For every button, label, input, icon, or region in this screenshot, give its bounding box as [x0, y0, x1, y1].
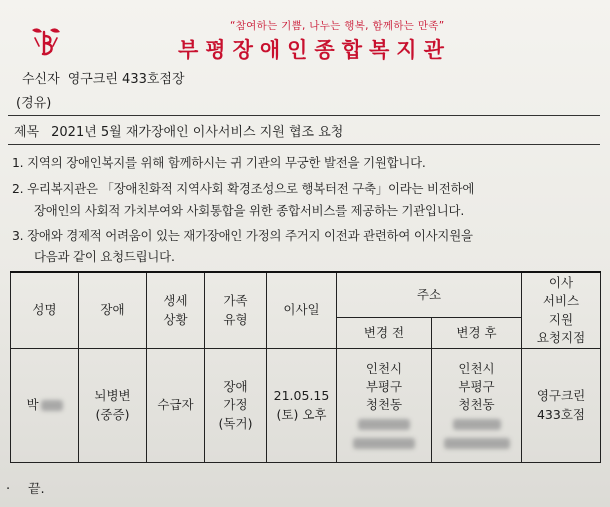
recipient-label: 수신자 — [22, 72, 60, 87]
redacted-mark — [353, 438, 415, 449]
cell-service-branch: 영구크린 433호점 — [522, 349, 601, 463]
divider — [8, 144, 600, 145]
subject-text: 2021년 5월 재가장애인 이사서비스 지원 협조 요청 — [51, 125, 344, 140]
subject-line — [14, 121, 343, 140]
header-disability: 장애 — [79, 272, 147, 349]
cell-move-date: 21.05.15 (토) 오후 — [267, 349, 337, 463]
request-table — [10, 271, 601, 463]
paragraph-3-line-2: 다음과 같이 요청드립니다. — [34, 249, 175, 264]
header-name: 성명 — [11, 272, 79, 349]
cell-address-after — [432, 349, 522, 463]
paragraph-1: 1. 지역의 장애인복지를 위해 함께하시는 귀 기관의 무궁한 발전을 기원합니다. — [12, 155, 426, 170]
org-slogan: “참여하는 기쁨, 나누는 행복, 함께하는 만족” — [230, 20, 445, 32]
address-before-text: 인천시 부평구 청천동 — [365, 361, 403, 413]
paragraph-2-line-1: 2. 우리복지관은 「장애친화적 지역사회 확경조성으로 행복터전 구축」이라는 비전하에 — [12, 181, 475, 196]
redacted-mark — [453, 419, 501, 430]
name-text: 박 — [26, 397, 39, 413]
org-logo-icon — [26, 24, 66, 60]
cell-name — [11, 349, 79, 463]
end-mark: 끝. — [28, 482, 45, 497]
cell-family-type: 장애 가정 (독거) — [205, 349, 267, 463]
header-tax-status: 생세 상황 — [147, 272, 205, 349]
paragraph-3-line-1: 3. 장애와 경제적 어려움이 있는 재가장애인 가정의 주거지 이전과 관련하여 이사지원을 — [12, 228, 473, 243]
address-after-text: 인천시 부평구 청천동 — [458, 361, 495, 413]
via-line: (경유) — [16, 96, 52, 111]
divider — [8, 115, 600, 116]
org-name: 부평장애인종합복지관 — [178, 38, 451, 62]
cell-address-before — [337, 349, 432, 463]
header-address-after: 변경 후 — [432, 318, 522, 349]
header-service-branch: 이사 서비스 지원 요청지점 — [522, 272, 601, 349]
header-address-before: 변경 전 — [337, 318, 432, 349]
header-family-type: 가족 유형 — [205, 272, 267, 349]
paragraph-2-line-2: 장애인의 사회적 가치부여와 사회통합을 위한 종합서비스를 제공하는 기관입니다. — [34, 203, 465, 218]
subject-label: 제목 — [14, 125, 40, 140]
redacted-mark — [358, 419, 410, 430]
table-row — [11, 349, 601, 463]
cell-disability: 뇌병변 (중증) — [79, 349, 147, 463]
redacted-mark — [444, 438, 510, 449]
margin-dot: . — [6, 478, 11, 493]
cell-tax-status: 수급자 — [147, 349, 205, 463]
header-address: 주소 — [337, 272, 522, 318]
recipient-line — [22, 68, 185, 87]
recipient-value: 영구크린 433호점장 — [67, 72, 185, 87]
redacted-mark — [41, 400, 63, 411]
header-move-date: 이사일 — [267, 272, 337, 349]
